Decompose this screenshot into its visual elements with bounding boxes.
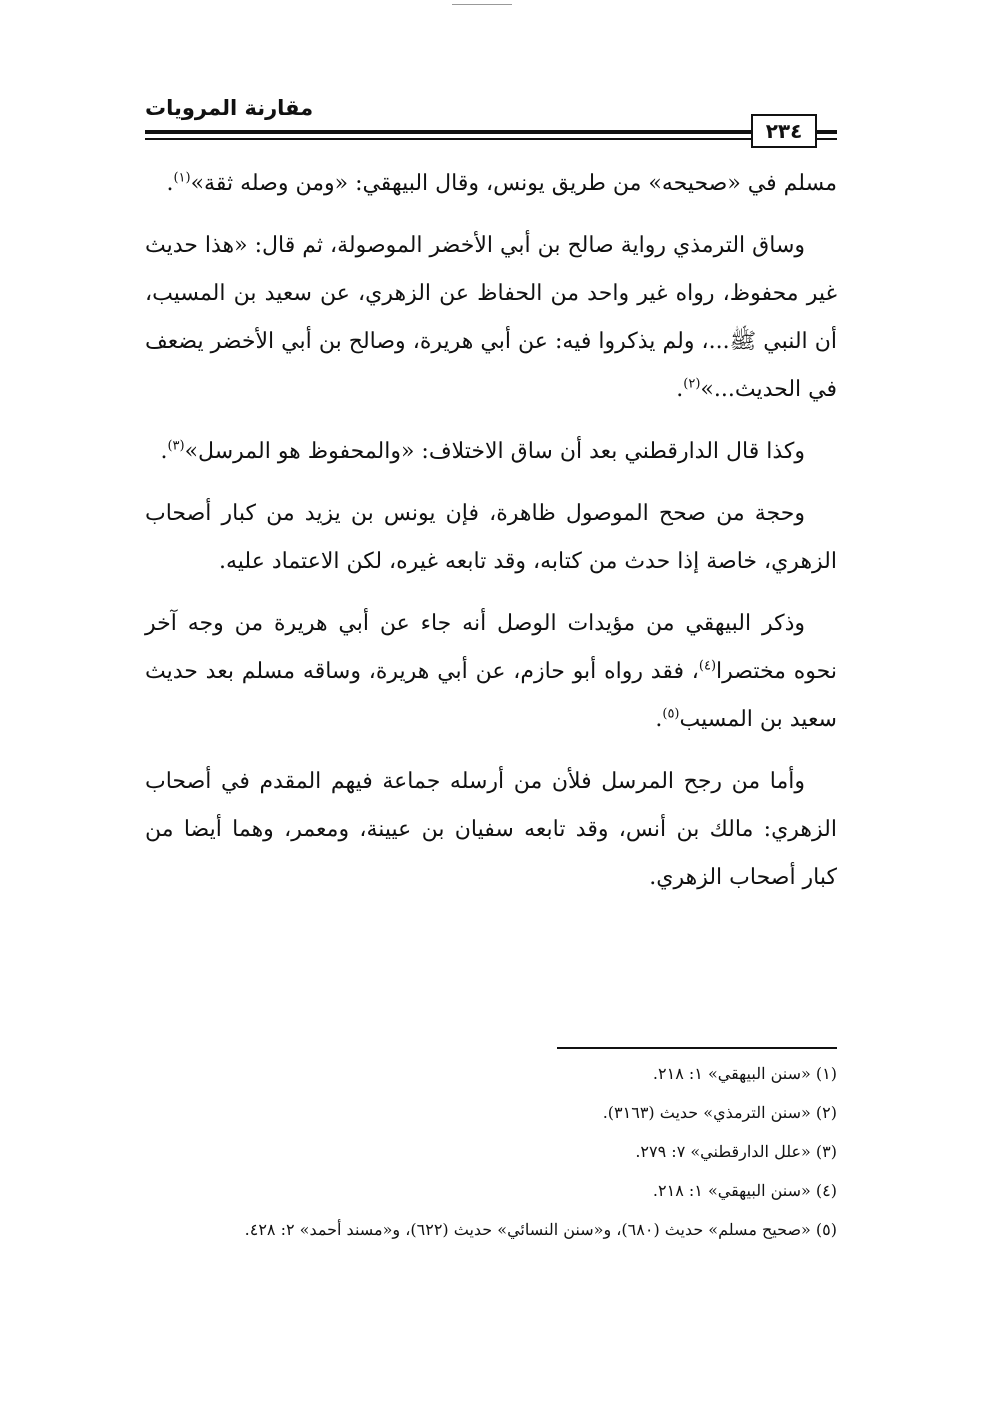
footnote-separator bbox=[557, 1047, 837, 1049]
paragraph-2 bbox=[145, 222, 837, 414]
main-text bbox=[145, 160, 837, 916]
paragraph-text: . bbox=[166, 171, 174, 196]
top-scan-mark bbox=[452, 4, 512, 5]
header-rule-thick bbox=[145, 130, 837, 134]
footnote-ref: (٥) bbox=[662, 706, 680, 722]
paragraph-text: وحجة من صحح الموصول ظاهرة، فإن يونس بن يزيد من كبار أصحاب الزهري، خاصة إذا حدث من كتابه، وقد تابعه غيره، لكن الاعتماد عليه. bbox=[145, 501, 837, 574]
paragraph-text: . bbox=[655, 707, 663, 732]
footnote-ref: (٣) bbox=[167, 438, 185, 454]
page-number: ٢٣٤ bbox=[751, 114, 817, 148]
page-header bbox=[145, 92, 837, 152]
paragraph-text: وكذا قال الدارقطني بعد أن ساق الاختلاف: «والمحفوظ هو المرسل» bbox=[184, 439, 805, 464]
paragraph-text: وساق الترمذي رواية صالح بن أبي الأخضر الموصولة، ثم قال: «هذا حديث غير محفوظ، رواه غير واحد من الحفاظ عن الزهري، عن سعيد بن المسيب، أن النبي ﷺ...، ولم يذكروا فيه: عن أبي هريرة، وصالح بن أبي الأخضر يضعف في الحديث...» bbox=[145, 233, 837, 402]
header-rule-thin bbox=[145, 138, 837, 140]
footnote-3: (٣) «علل الدارقطني» ٧: ٢٧٩. bbox=[635, 1142, 837, 1161]
footnote-ref: (٢) bbox=[683, 376, 701, 392]
footnote-ref: (٤) bbox=[698, 658, 717, 674]
paragraph-1 bbox=[145, 160, 837, 208]
footnotes bbox=[145, 1062, 837, 1257]
paragraph-6 bbox=[145, 758, 837, 902]
paragraph-3 bbox=[145, 428, 837, 476]
footnote-1: (١) «سنن البيهقي» ١: ٢١٨. bbox=[652, 1064, 837, 1083]
footnote-5: (٥) «صحيح مسلم» حديث (٦٨٠)، و«سنن النسائي» حديث (٦٢٢)، و«مسند أحمد» ٢: ٤٢٨. bbox=[244, 1220, 837, 1239]
paragraph-4 bbox=[145, 490, 837, 586]
paragraph-text: ، فقد رواه أبو حازم، عن أبي هريرة، وساقه مسلم بعد حديث سعيد بن المسيب bbox=[145, 659, 837, 732]
book-title: مقارنة المرويات bbox=[145, 96, 314, 120]
paragraph-text: وذكر البيهقي من مؤيدات الوصل أنه جاء عن أبي هريرة من وجه آخر نحوه مختصرا bbox=[145, 611, 837, 684]
paragraph-5 bbox=[145, 600, 837, 744]
paragraph-text: . bbox=[676, 377, 684, 402]
footnote-4: (٤) «سنن البيهقي» ١: ٢١٨. bbox=[652, 1181, 837, 1200]
paragraph-text: وأما من رجح المرسل فلأن من أرسله جماعة فيهم المقدم في أصحاب الزهري: مالك بن أنس، وقد تابعه سفيان بن عيينة، ومعمر، وهما أيضا من كبار أصحاب الزهري. bbox=[145, 769, 837, 890]
paragraph-text: مسلم في «صحيحه» من طريق يونس، وقال البيهقي: «ومن وصله ثقة» bbox=[190, 171, 837, 196]
paragraph-text: . bbox=[160, 439, 168, 464]
footnote-2: (٢) «سنن الترمذي» حديث (٣١٦٣). bbox=[602, 1103, 837, 1122]
footnote-ref: (١) bbox=[173, 170, 191, 186]
